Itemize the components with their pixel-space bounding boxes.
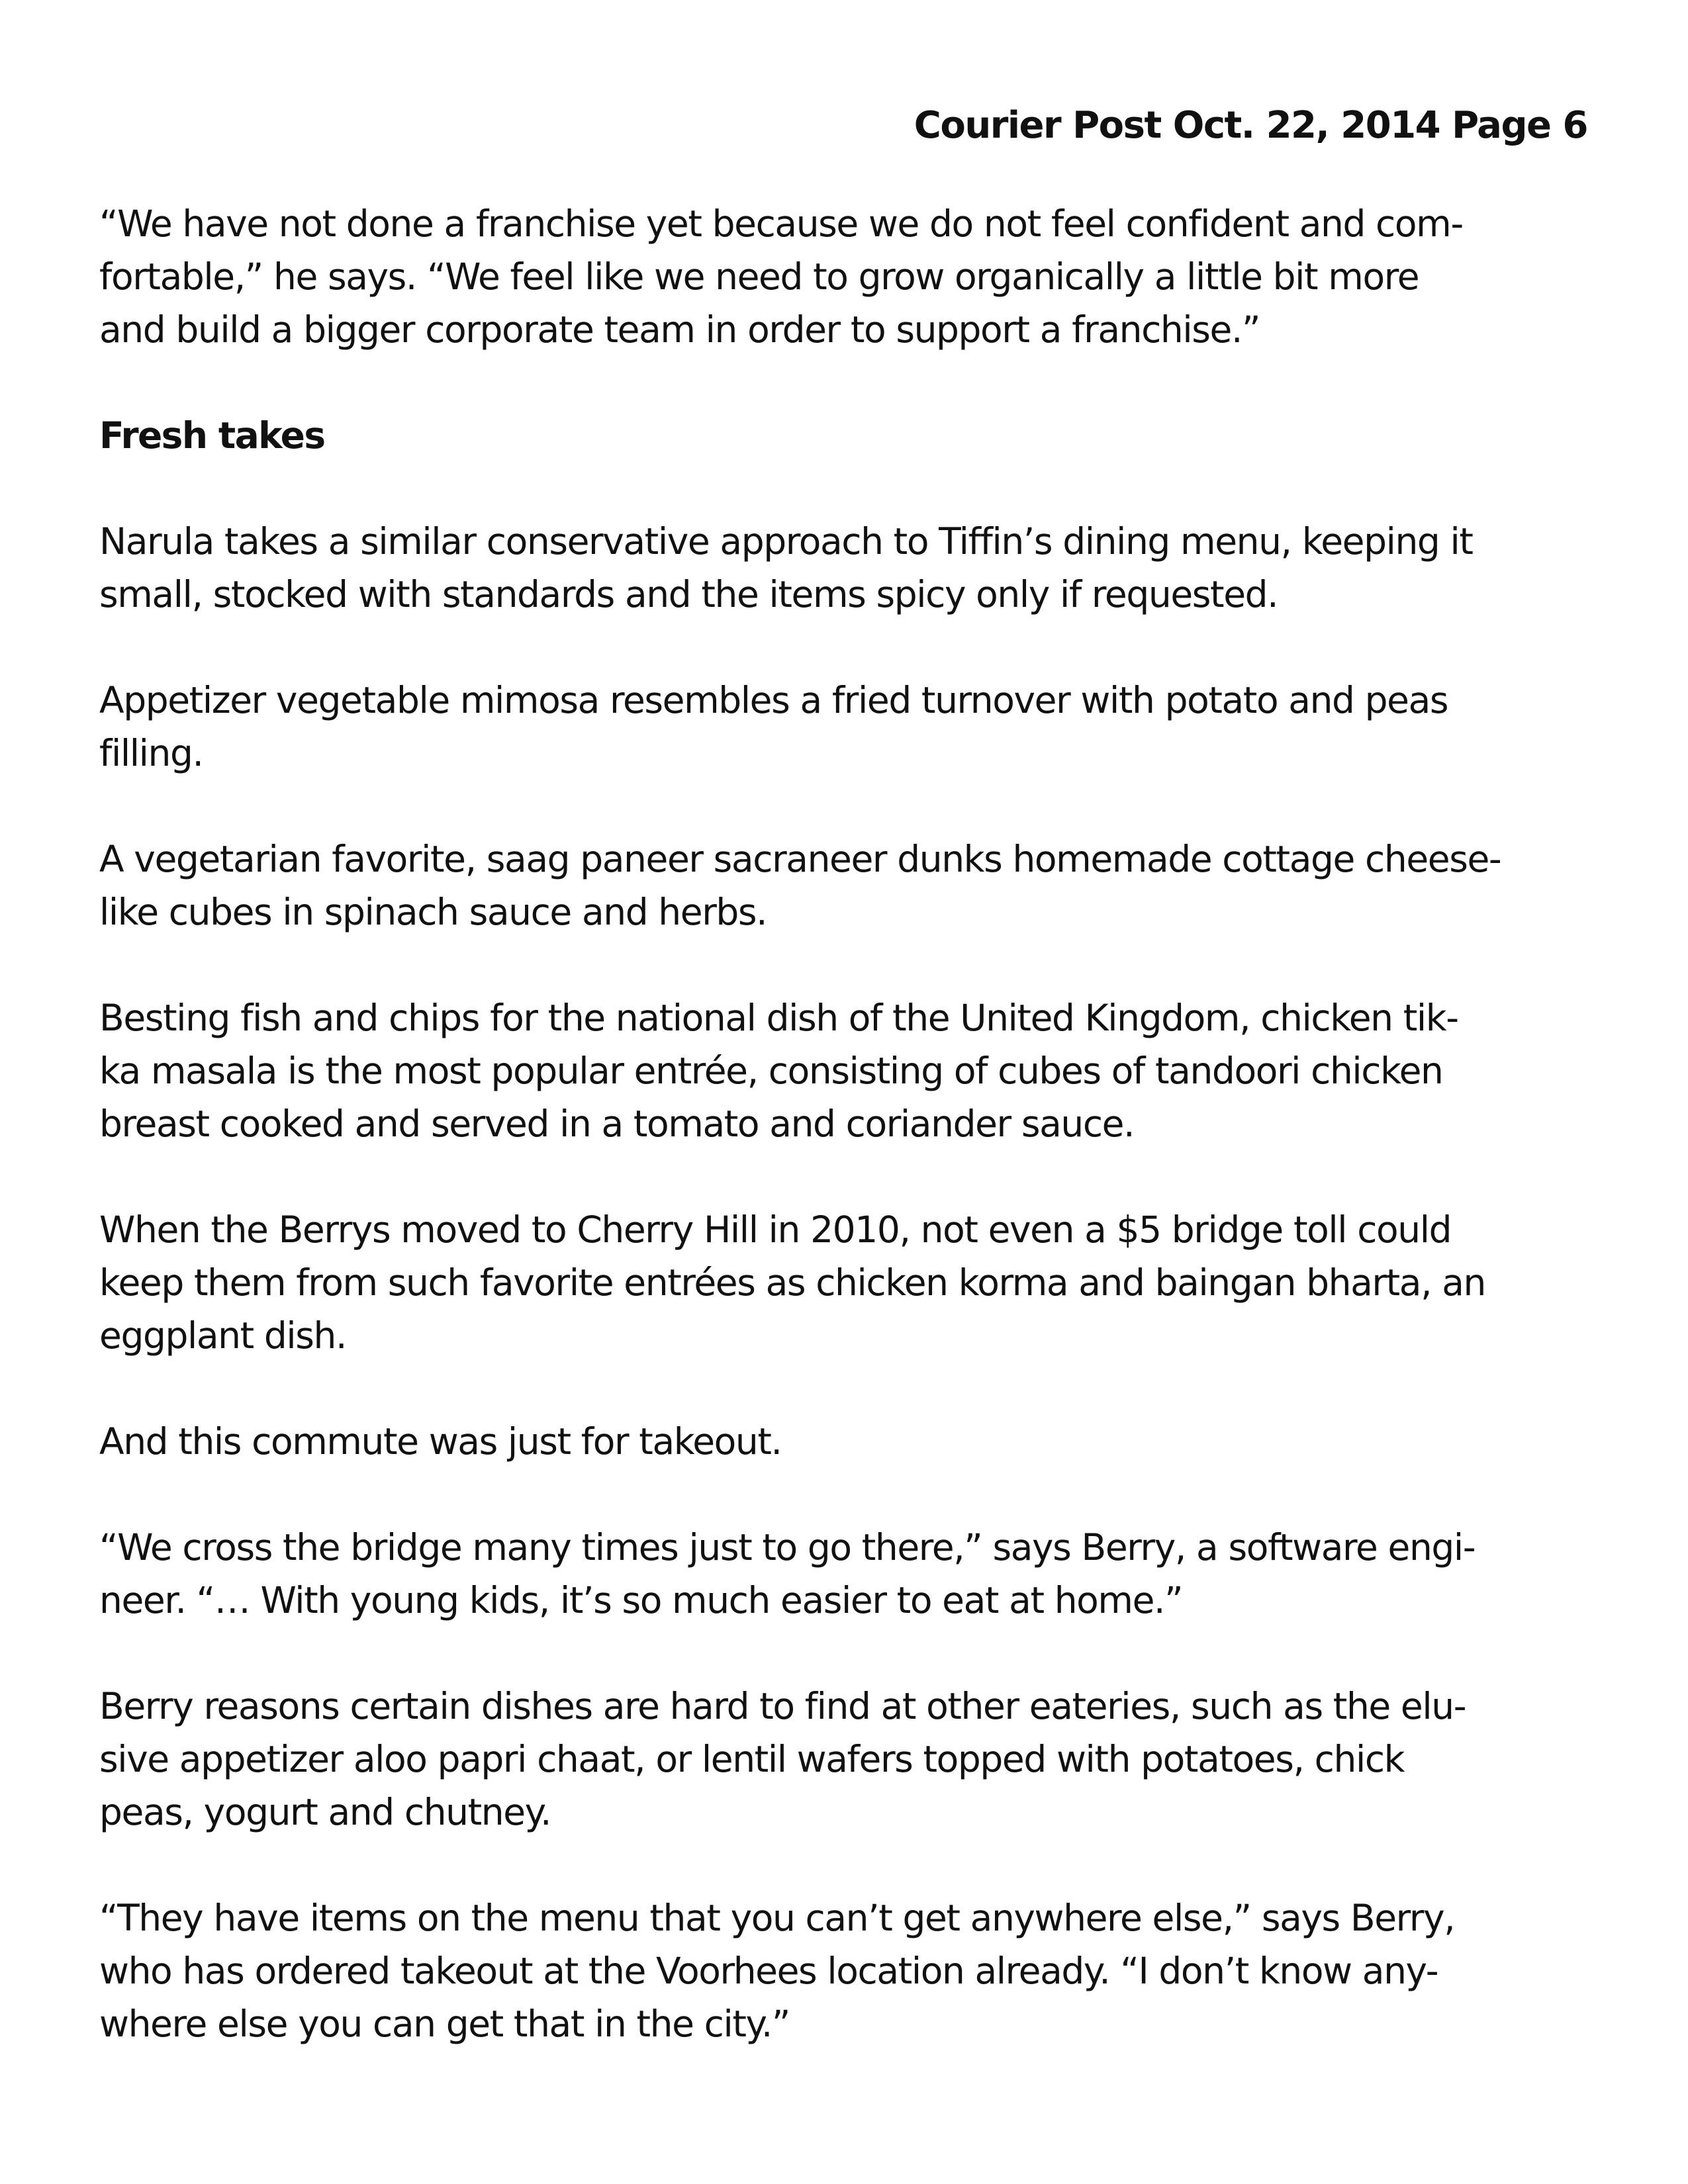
text-line: breast cooked and served in a tomato and coriander sauce.: [99, 1103, 1135, 1145]
text-line: Besting fish and chips for the national dish of the United Kingdom, chicken tik-: [99, 997, 1458, 1039]
text-line: “We cross the bridge many times just to go there,” says Berry, a software engi-: [99, 1526, 1476, 1569]
text-line: “We have not done a franchise yet because we do not feel confident and com-: [99, 203, 1463, 245]
text-line: eggplant dish.: [99, 1314, 347, 1357]
text-line: And this commute was just for takeout.: [99, 1420, 782, 1463]
text-line: fortable,” he says. “We feel like we need to grow organically a little bit more: [99, 255, 1419, 298]
page-header: Courier Post Oct. 22, 2014 Page 6: [914, 104, 1587, 147]
text-line: and build a bigger corporate team in order to support a franchise.”: [99, 308, 1260, 351]
text-line: filling.: [99, 732, 203, 774]
paragraph-menu-quote: [99, 1891, 1589, 2050]
text-line: Appetizer vegetable mimosa resembles a fried turnover with potato and peas: [99, 679, 1448, 721]
text-line: “They have items on the menu that you can’t get anywhere else,” says Berry,: [99, 1897, 1455, 1939]
paragraph-tikka-masala: [99, 991, 1589, 1150]
paragraph-papri-chaat: [99, 1680, 1589, 1839]
section-heading: [99, 409, 1589, 462]
paragraph-menu-approach: [99, 515, 1589, 621]
text-line: A vegetarian favorite, saag paneer sacraneer dunks homemade cottage cheese-: [99, 838, 1501, 880]
text-line: where else you can get that in the city.”: [99, 2003, 790, 2045]
text-line: who has ordered takeout at the Voorhees location already. “I don’t know any-: [99, 1950, 1438, 1992]
paragraph-commute: [99, 1415, 1589, 1468]
text-line: sive appetizer aloo papri chaat, or lentil wafers topped with potatoes, chick: [99, 1738, 1405, 1780]
text-line: peas, yogurt and chutney.: [99, 1791, 551, 1833]
text-line: keep them from such favorite entrées as chicken korma and baingan bharta, an: [99, 1261, 1486, 1304]
article-body: [99, 197, 1589, 2103]
paragraph-franchise-quote: [99, 197, 1589, 356]
paragraph-appetizer: [99, 674, 1589, 780]
paragraph-bridge-quote: [99, 1521, 1589, 1627]
text-line: When the Berrys moved to Cherry Hill in 2010, not even a $5 bridge toll could: [99, 1208, 1452, 1251]
text-line: Berry reasons certain dishes are hard to find at other eateries, such as the elu-: [99, 1685, 1466, 1727]
paragraph-vegetarian: [99, 833, 1589, 938]
text-line: Narula takes a similar conservative approach to Tiffin’s dining menu, keeping it: [99, 520, 1473, 563]
section-heading-text: Fresh takes: [99, 414, 325, 457]
text-line: small, stocked with standards and the items spicy only if requested.: [99, 573, 1278, 615]
text-line: ka masala is the most popular entrée, consisting of cubes of tandoori chicken: [99, 1050, 1443, 1092]
paragraph-berrys-move: [99, 1203, 1589, 1362]
text-line: neer. “… With young kids, it’s so much easier to eat at home.”: [99, 1579, 1183, 1621]
text-line: like cubes in spinach sauce and herbs.: [99, 891, 767, 933]
